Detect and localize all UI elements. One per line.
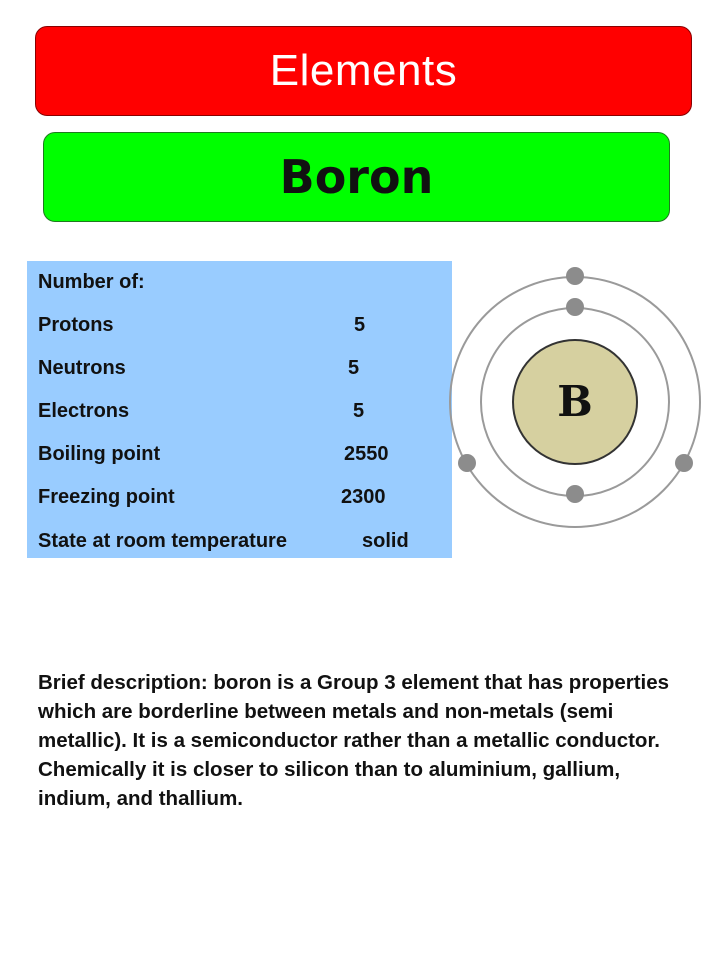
fact-value: 2550 (344, 443, 389, 465)
element-description: Brief description: boron is a Group 3 element that has properties which are borderline between metals and non-metals (semi metallic). It is a semiconductor rather than a metallic conductor. Chemically it is closer to silicon than to aluminium, gallium, indium, and thallium. (38, 671, 670, 810)
electron (566, 267, 584, 285)
fact-value: 2300 (341, 486, 386, 508)
electron (566, 485, 584, 503)
electron (458, 454, 476, 472)
fact-row-freezing-point (38, 486, 448, 512)
fact-label: Protons (38, 314, 114, 336)
fact-label: Neutrons (38, 357, 126, 379)
fact-value: solid (362, 530, 409, 552)
electron (675, 454, 693, 472)
element-name: Boron (279, 150, 434, 204)
fact-row-neutrons (38, 357, 448, 383)
fact-label: Boiling point (38, 443, 161, 465)
fact-label: Electrons (38, 400, 130, 422)
fact-label: State at room temperature (38, 530, 287, 552)
fact-row-electrons (38, 400, 448, 426)
fact-value: 5 (348, 357, 360, 379)
fact-row-protons (38, 314, 448, 340)
fact-value: 5 (353, 400, 365, 422)
title-banner (35, 26, 692, 116)
electron (566, 298, 584, 316)
atom-diagram (446, 264, 702, 528)
fact-row-state (38, 530, 448, 556)
facts-heading: Number of: (38, 271, 145, 293)
fact-row-boiling-point (38, 443, 448, 469)
facts-panel (27, 261, 452, 558)
element-symbol: B (557, 377, 593, 426)
fact-label: Freezing point (38, 486, 175, 508)
element-name-banner (43, 132, 670, 222)
fact-value: 5 (354, 314, 366, 336)
page-title: Elements (269, 46, 458, 95)
